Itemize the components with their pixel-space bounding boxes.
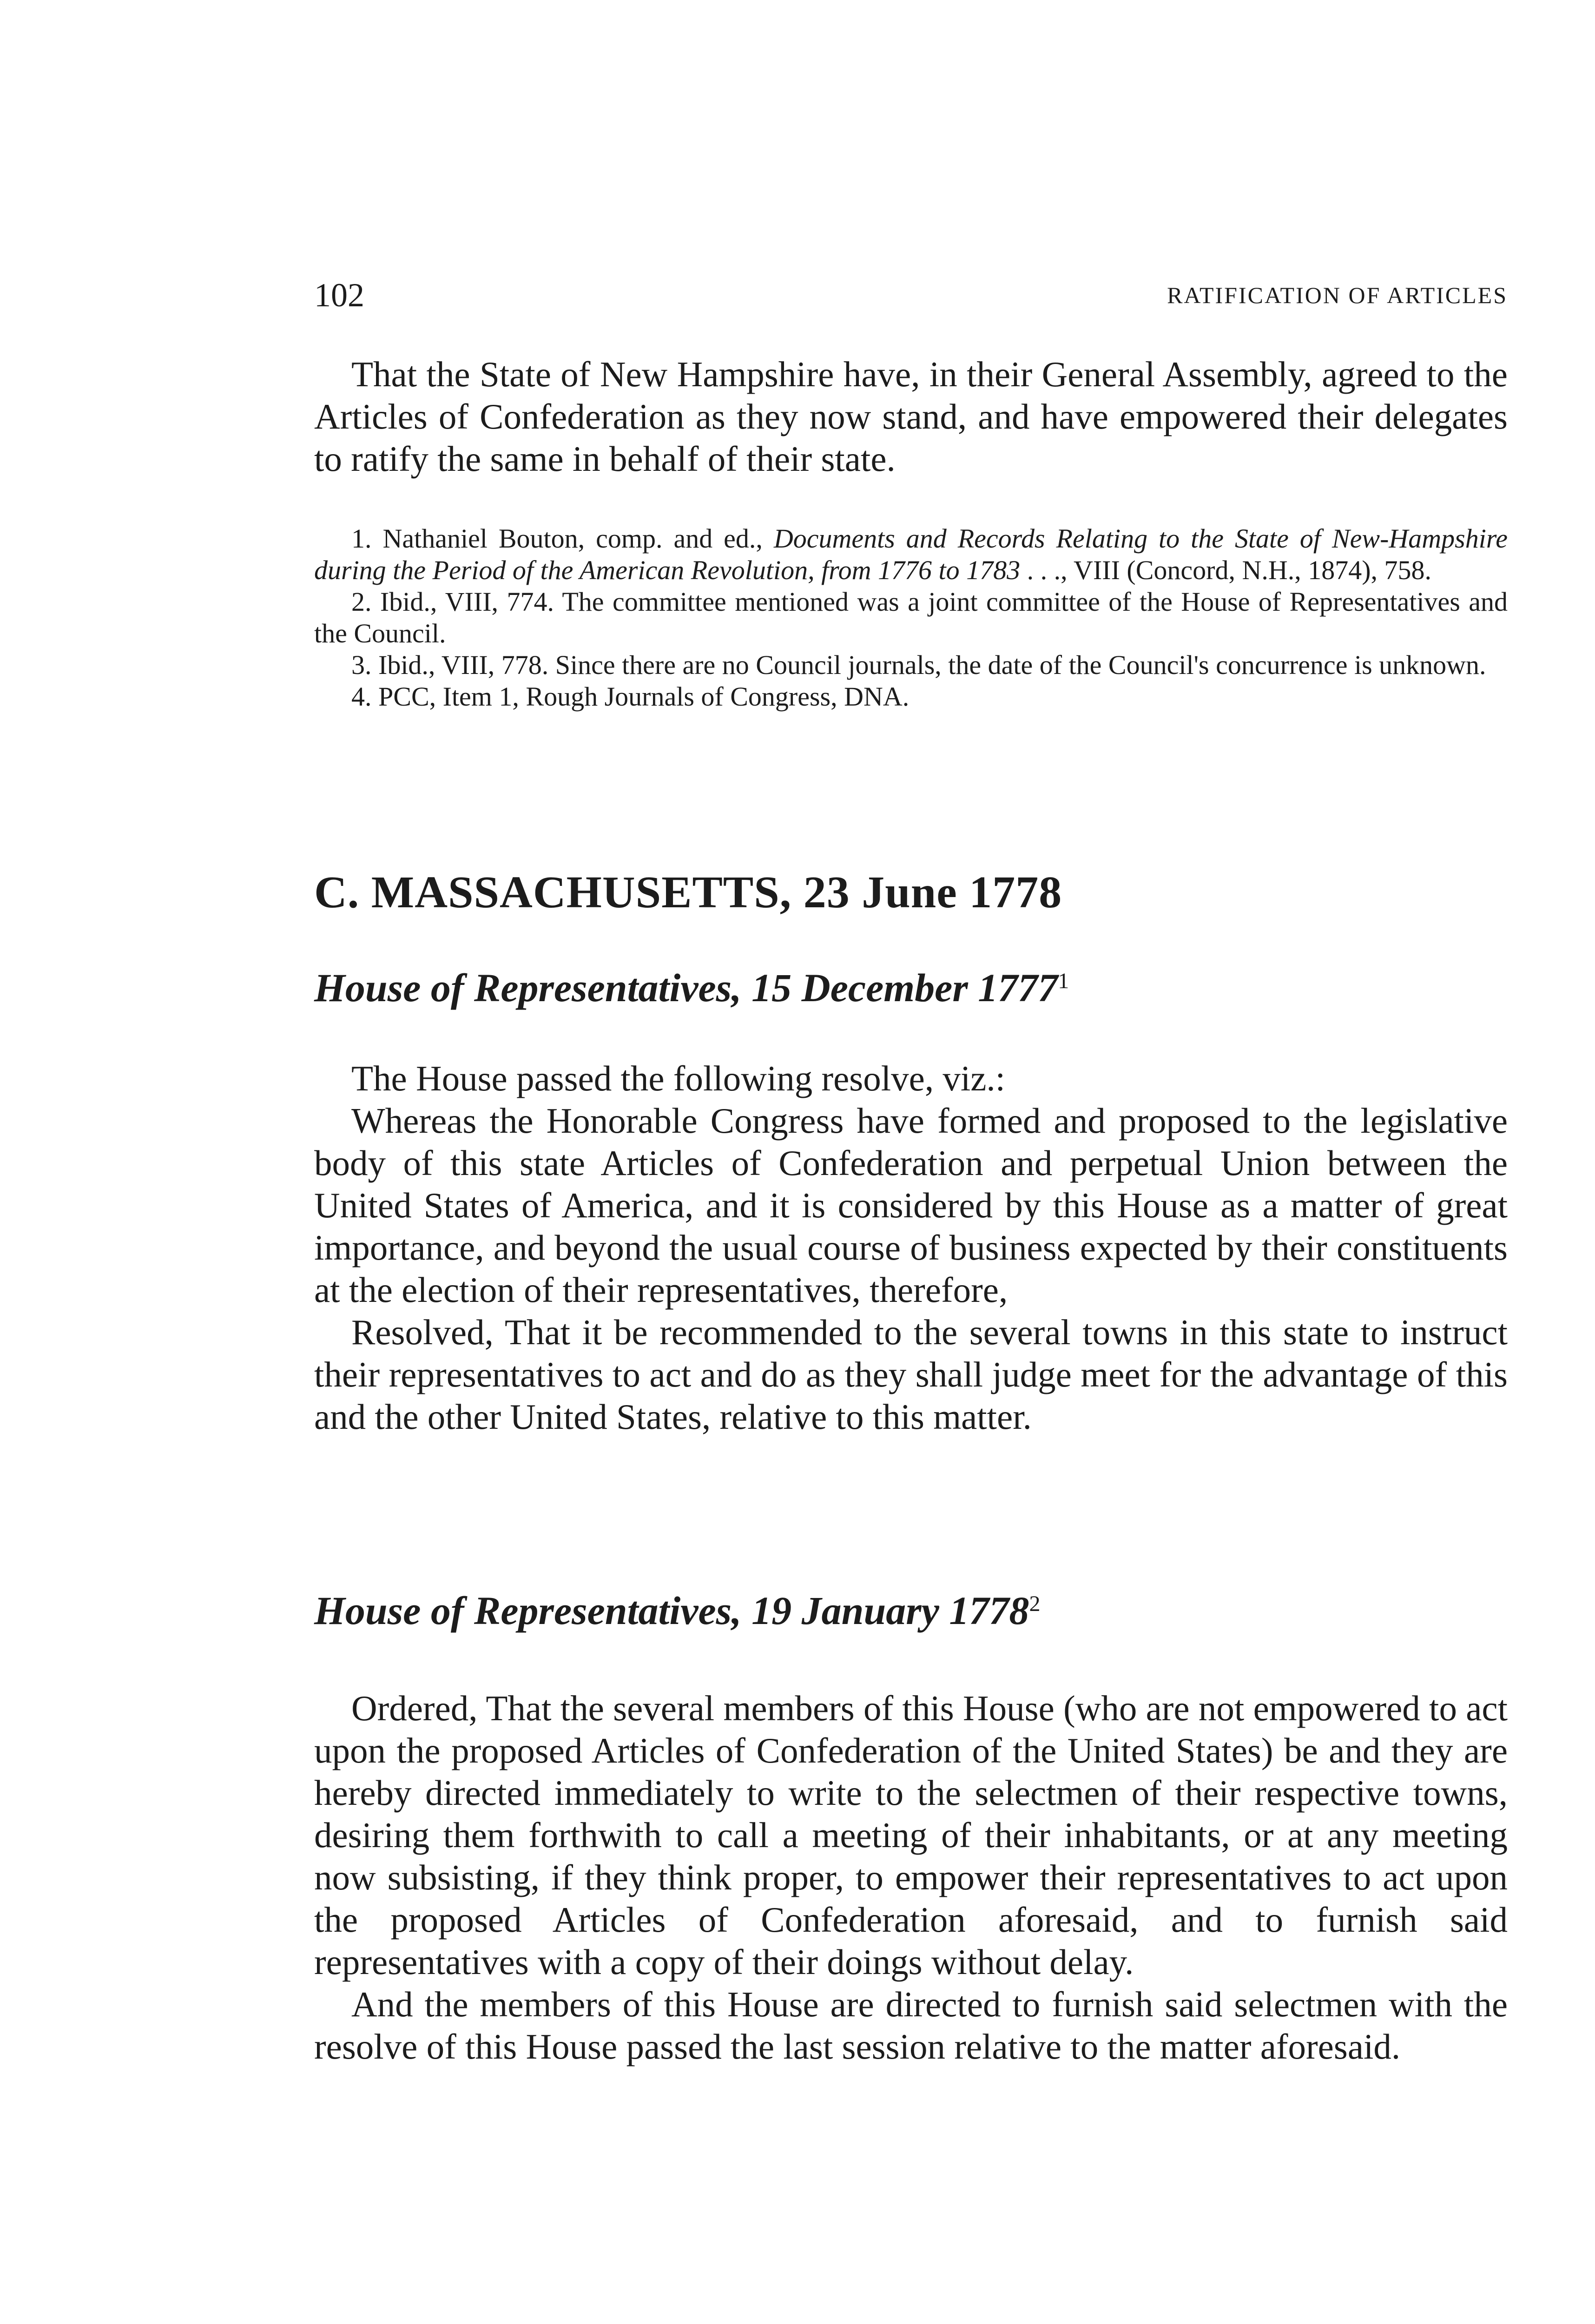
entry-1-paragraph-1: The House passed the following resolve, viz.: [351,1058,1006,1098]
footnote-1-title: Documents and Records Relating to the State of New-Hampshire during the Period of the American Revolution, from 1776 to 1783 [314,523,1508,585]
running-title: RATIFICATION OF ARTICLES [1167,282,1508,308]
footnote-1 [314,523,1508,586]
entry-1 [314,962,1508,1013]
entry-2-heading [314,1585,1508,1636]
entry-2-note-ref: 2 [1029,1591,1041,1616]
footnote-1-text-b: . . ., VIII (Concord, N.H., 1874), 758. [1020,555,1432,585]
entry-2-heading-text: House of Representatives, 19 January 1778 [314,1588,1029,1633]
entry-2 [314,1585,1508,1636]
entry-1-body [314,1057,1508,1438]
opening-block [314,353,1508,480]
entry-2-paragraph-2: And the members of this House are directed to furnish said selectmen with the resolve of this House passed the last session relative to the matter aforesaid. [314,1984,1508,2067]
entry-2-body [314,1687,1508,2068]
page-number: 102 [314,277,364,314]
entry-1-paragraph-2: Whereas the Honorable Congress have formed and proposed to the legislative body of this state Articles of Confederation and perpetual Union between the United States of America, and it is considered by this House as a matter of great importance, and beyond the usual course of business expected by their constituents at the election of their representatives, therefore, [314,1101,1508,1310]
footnote-1-text-a: 1. Nathaniel Bouton, comp. and ed., [351,523,774,554]
entry-1-heading [314,962,1508,1013]
entry-2-paragraph-1: Ordered, That the several members of this House (who are not empowered to act upon the proposed Articles of Confederation of the United States) be and they are hereby directed immediately to write to the selectmen of their respective towns, desiring them forthwith to call a meeting of their inhabitants, or at any meeting now subsisting, if they think proper, to empower their representatives to act upon the proposed Articles of Confederation aforesaid, and to furnish said representatives with a copy of their doings without delay. [314,1688,1508,1982]
section-heading: C. MASSACHUSETTS, 23 June 1778 [314,867,1062,918]
opening-paragraph: That the State of New Hampshire have, in their General Assembly, agreed to the Articles of Confederation as they now stand, and have empowered their delegates to ratify the same in behalf of their state. [314,354,1508,479]
footnote-2: 2. Ibid., VIII, 774. The committee mentioned was a joint committee of the House of Representatives and the Council. [314,587,1508,648]
section-heading-block [314,865,1508,920]
footnote-4: 4. PCC, Item 1, Rough Journals of Congress, DNA. [351,681,910,712]
entry-1-paragraph-3: Resolved, That it be recommended to the several towns in this state to instruct their representatives to act and do as they shall judge meet for the advantage of this and the other United States, relative to this matter. [314,1312,1508,1437]
entry-1-heading-text: House of Representatives, 15 December 1777 [314,965,1058,1010]
footnotes [314,523,1508,713]
entry-1-note-ref: 1 [1058,969,1069,993]
footnote-3: 3. Ibid., VIII, 778. Since there are no Council journals, the date of the Council's concurrence is unknown. [351,650,1486,680]
running-head [314,274,1508,316]
